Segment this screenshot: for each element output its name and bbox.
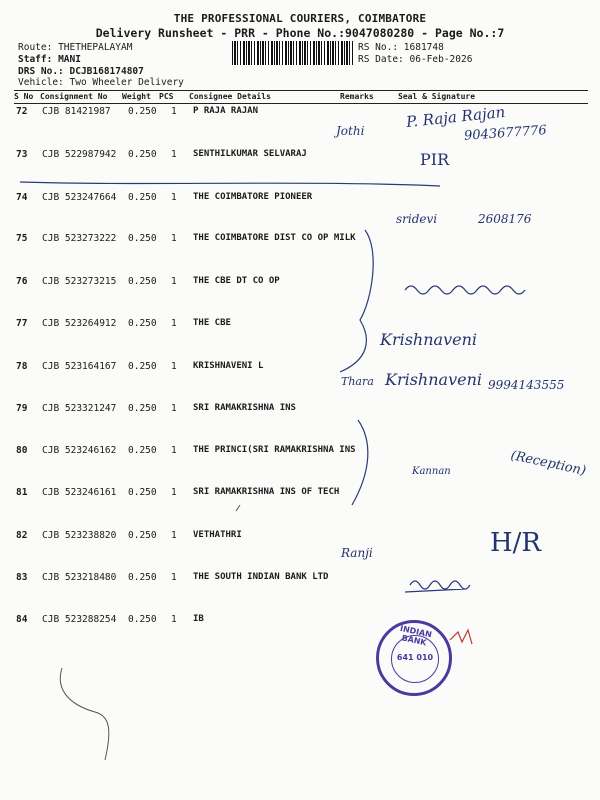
row-consignment: CJB 523321247 bbox=[42, 403, 117, 414]
route-value: THETHEPALAYAM bbox=[58, 42, 133, 53]
row-pcs: 1 bbox=[171, 149, 177, 160]
col-pcs: PCS bbox=[159, 92, 174, 101]
rs-date-label: RS Date: bbox=[358, 54, 404, 65]
company-title: THE PROFESSIONAL COURIERS, COIMBATORE bbox=[173, 12, 427, 25]
row-consignment: CJB 523273222 bbox=[42, 233, 117, 244]
bank-seal-name: INDIAN BANK bbox=[399, 623, 433, 648]
row-consignee: SRI RAMAKRISHNA INS OF TECH bbox=[193, 487, 340, 497]
row-consignment: CJB 523246161 bbox=[42, 487, 117, 498]
row-weight: 0.250 bbox=[128, 106, 157, 117]
row-consignment: CJB 523264912 bbox=[42, 318, 117, 329]
row-consignee: SENTHILKUMAR SELVARAJ bbox=[193, 149, 307, 159]
row-pcs: 1 bbox=[171, 192, 177, 203]
row-sno: 81 bbox=[16, 487, 28, 498]
col-consignment: Consignment No bbox=[40, 92, 108, 101]
signature-row73: PIR bbox=[420, 150, 450, 169]
bank-seal-pin: 641 010 bbox=[396, 653, 434, 662]
row-consignment: CJB 81421987 bbox=[42, 106, 111, 117]
row-weight: 0.250 bbox=[128, 233, 157, 244]
runsheet-subtitle: Delivery Runsheet - PRR - Phone No.:9047080280 - Page No.:7 bbox=[95, 26, 505, 40]
row-pcs: 1 bbox=[171, 106, 177, 117]
row-sno: 76 bbox=[16, 276, 28, 287]
phone-row78: 9994143555 bbox=[488, 378, 565, 392]
col-remarks: Remarks bbox=[340, 92, 374, 101]
col-sno: S No bbox=[14, 92, 34, 101]
route-label: Route: bbox=[18, 42, 53, 53]
bank-seal bbox=[376, 620, 452, 696]
vehicle-value: Two Wheeler Delivery bbox=[69, 77, 184, 88]
row-consignee: THE SOUTH INDIAN BANK LTD bbox=[193, 572, 329, 582]
rs-date-value: 06-Feb-2026 bbox=[409, 54, 473, 65]
row-consignment: CJB 523164167 bbox=[42, 361, 117, 372]
row-pcs: 1 bbox=[171, 614, 177, 625]
phone-row72: 9043677776 bbox=[463, 123, 548, 144]
row-weight: 0.250 bbox=[128, 572, 157, 583]
row-sno: 77 bbox=[16, 318, 28, 329]
row-sno: 80 bbox=[16, 445, 28, 456]
row-consignee: SRI RAMAKRISHNA INS bbox=[193, 403, 296, 413]
row-weight: 0.250 bbox=[128, 361, 157, 372]
row-pcs: 1 bbox=[171, 318, 177, 329]
vehicle-label: Vehicle: bbox=[18, 77, 64, 88]
row-consignment: CJB 523288254 bbox=[42, 614, 117, 625]
row-weight: 0.250 bbox=[128, 445, 157, 456]
remark-row82: Ranji bbox=[341, 546, 373, 560]
rs-value: 1681748 bbox=[403, 42, 444, 53]
staff-value: MANI bbox=[58, 54, 81, 65]
row-consignment: CJB 523218480 bbox=[42, 572, 117, 583]
row-sno: 75 bbox=[16, 233, 28, 244]
signature-row78: Krishnaveni bbox=[385, 370, 483, 389]
row-sno: 79 bbox=[16, 403, 28, 414]
row-consignee: THE CBE DT CO OP bbox=[193, 276, 280, 286]
row-consignee: THE COIMBATORE DIST CO OP MILK bbox=[193, 233, 356, 243]
drs-value: DCJB168174807 bbox=[69, 66, 144, 77]
row-sno: 74 bbox=[16, 192, 28, 203]
row-consignment: CJB 522987942 bbox=[42, 149, 117, 160]
row-pcs: 1 bbox=[171, 572, 177, 583]
row-consignment: CJB 523238820 bbox=[42, 530, 117, 541]
number-row74: 2608176 bbox=[478, 212, 532, 226]
row-consignment: CJB 523247664 bbox=[42, 192, 117, 203]
rs-label: RS No.: bbox=[358, 42, 399, 53]
row-sno: 84 bbox=[16, 614, 28, 625]
col-consignee: Consignee Details bbox=[189, 92, 271, 101]
row-weight: 0.250 bbox=[128, 276, 157, 287]
signature-row72: P. Raja Rajan bbox=[405, 102, 507, 132]
drs-label: DRS No.: bbox=[18, 66, 64, 77]
col-weight: Weight bbox=[122, 92, 151, 101]
row-consignee: P RAJA RAJAN bbox=[193, 106, 259, 116]
col-seal: Seal & Signature bbox=[398, 92, 476, 101]
row-consignee: THE CBE bbox=[193, 318, 231, 328]
row-weight: 0.250 bbox=[128, 487, 157, 498]
row-sno: 83 bbox=[16, 572, 28, 583]
row-consignee: KRISHNAVENI L bbox=[193, 361, 264, 371]
row-sno: 73 bbox=[16, 149, 28, 160]
row-pcs: 1 bbox=[171, 445, 177, 456]
row-consignment: CJB 523273215 bbox=[42, 276, 117, 287]
row-pcs: 1 bbox=[171, 276, 177, 287]
signature-row74: sridevi bbox=[396, 212, 438, 226]
row-sno: 82 bbox=[16, 530, 28, 541]
row-weight: 0.250 bbox=[128, 530, 157, 541]
row-sno: 78 bbox=[16, 361, 28, 372]
signature-row82: H/R bbox=[490, 528, 542, 558]
staff-label: Staff: bbox=[18, 54, 53, 65]
row-pcs: 1 bbox=[171, 233, 177, 244]
signature-row80: (Reception) bbox=[509, 448, 588, 479]
row-consignee: THE PRINCI(SRI RAMAKRISHNA INS bbox=[193, 445, 356, 455]
row-weight: 0.250 bbox=[128, 318, 157, 329]
row-pcs: 1 bbox=[171, 530, 177, 541]
row-pcs: 1 bbox=[171, 487, 177, 498]
row-consignment: CJB 523246162 bbox=[42, 445, 117, 456]
row-pcs: 1 bbox=[171, 403, 177, 414]
remark-row72: Jothi bbox=[336, 124, 365, 138]
signature-row77: Krishnaveni bbox=[380, 330, 478, 349]
row-sno: 72 bbox=[16, 106, 28, 117]
row-weight: 0.250 bbox=[128, 149, 157, 160]
row-weight: 0.250 bbox=[128, 192, 157, 203]
row-weight: 0.250 bbox=[128, 403, 157, 414]
remark-row78: Thara bbox=[341, 375, 374, 388]
remark-row80: Kannan bbox=[412, 466, 451, 477]
row-weight: 0.250 bbox=[128, 614, 157, 625]
row-consignee: THE COIMBATORE PIONEER bbox=[193, 192, 313, 202]
row-consignee: IB bbox=[193, 614, 204, 624]
row-consignee: VETHATHRI bbox=[193, 530, 242, 540]
row-pcs: 1 bbox=[171, 361, 177, 372]
